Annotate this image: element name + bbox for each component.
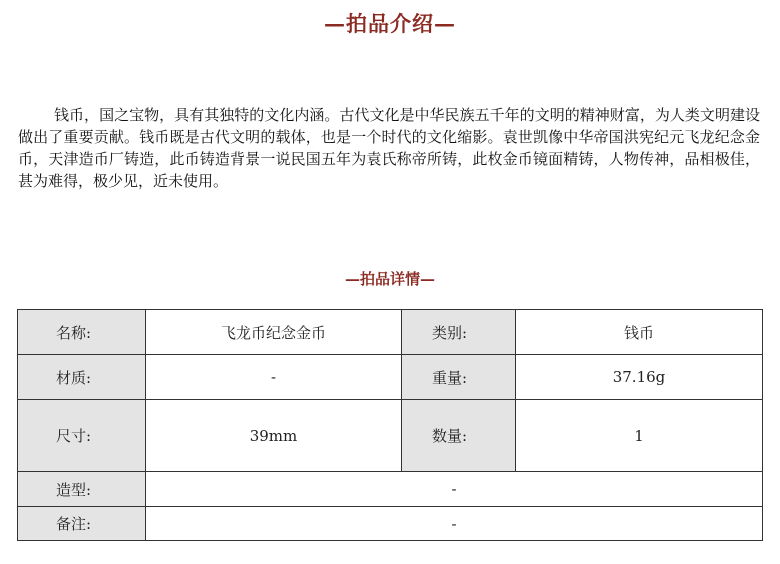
table-row-size [18, 400, 763, 472]
material-label: 材质: [18, 355, 146, 400]
table-row-shape [18, 472, 763, 507]
details-table [17, 309, 763, 541]
quantity-label: 数量: [402, 400, 516, 472]
shape-label: 造型: [18, 472, 146, 507]
name-value: 飞龙币纪念金币 [146, 310, 402, 355]
size-value: 39mm [146, 400, 402, 472]
category-value: 钱币 [516, 310, 763, 355]
table-row-remarks [18, 507, 763, 541]
remarks-value: - [146, 507, 763, 541]
shape-value: - [146, 472, 763, 507]
name-label: 名称: [18, 310, 146, 355]
table-row-name [18, 310, 763, 355]
material-value: - [146, 355, 402, 400]
weight-label: 重量: [402, 355, 516, 400]
size-label: 尺寸: [18, 400, 146, 472]
remarks-label: 备注: [18, 507, 146, 541]
section-title-details: —拍品详情— [344, 270, 435, 288]
table-row-material [18, 355, 763, 400]
intro-paragraph: 钱币，国之宝物，具有其独特的文化内涵。古代文化是中华民族五千年的文明的精神财富，为人类文明建设做出了重要贡献。钱币既是古代文明的载体，也是一个时代的文化缩影。袁世凯像中华帝国洪宪纪元飞龙纪念金币，天津造币厂铸造，此币铸造背景一说民国五年为袁氏称帝所铸，此枚金币镜面精铸，人物传神，品相极佳，甚为难得，极少见，近未使用。 [18, 106, 760, 190]
section-title-intro: —拍品介绍— [324, 11, 456, 36]
weight-value: 37.16g [516, 355, 763, 400]
quantity-value: 1 [516, 400, 763, 472]
category-label: 类别: [402, 310, 516, 355]
